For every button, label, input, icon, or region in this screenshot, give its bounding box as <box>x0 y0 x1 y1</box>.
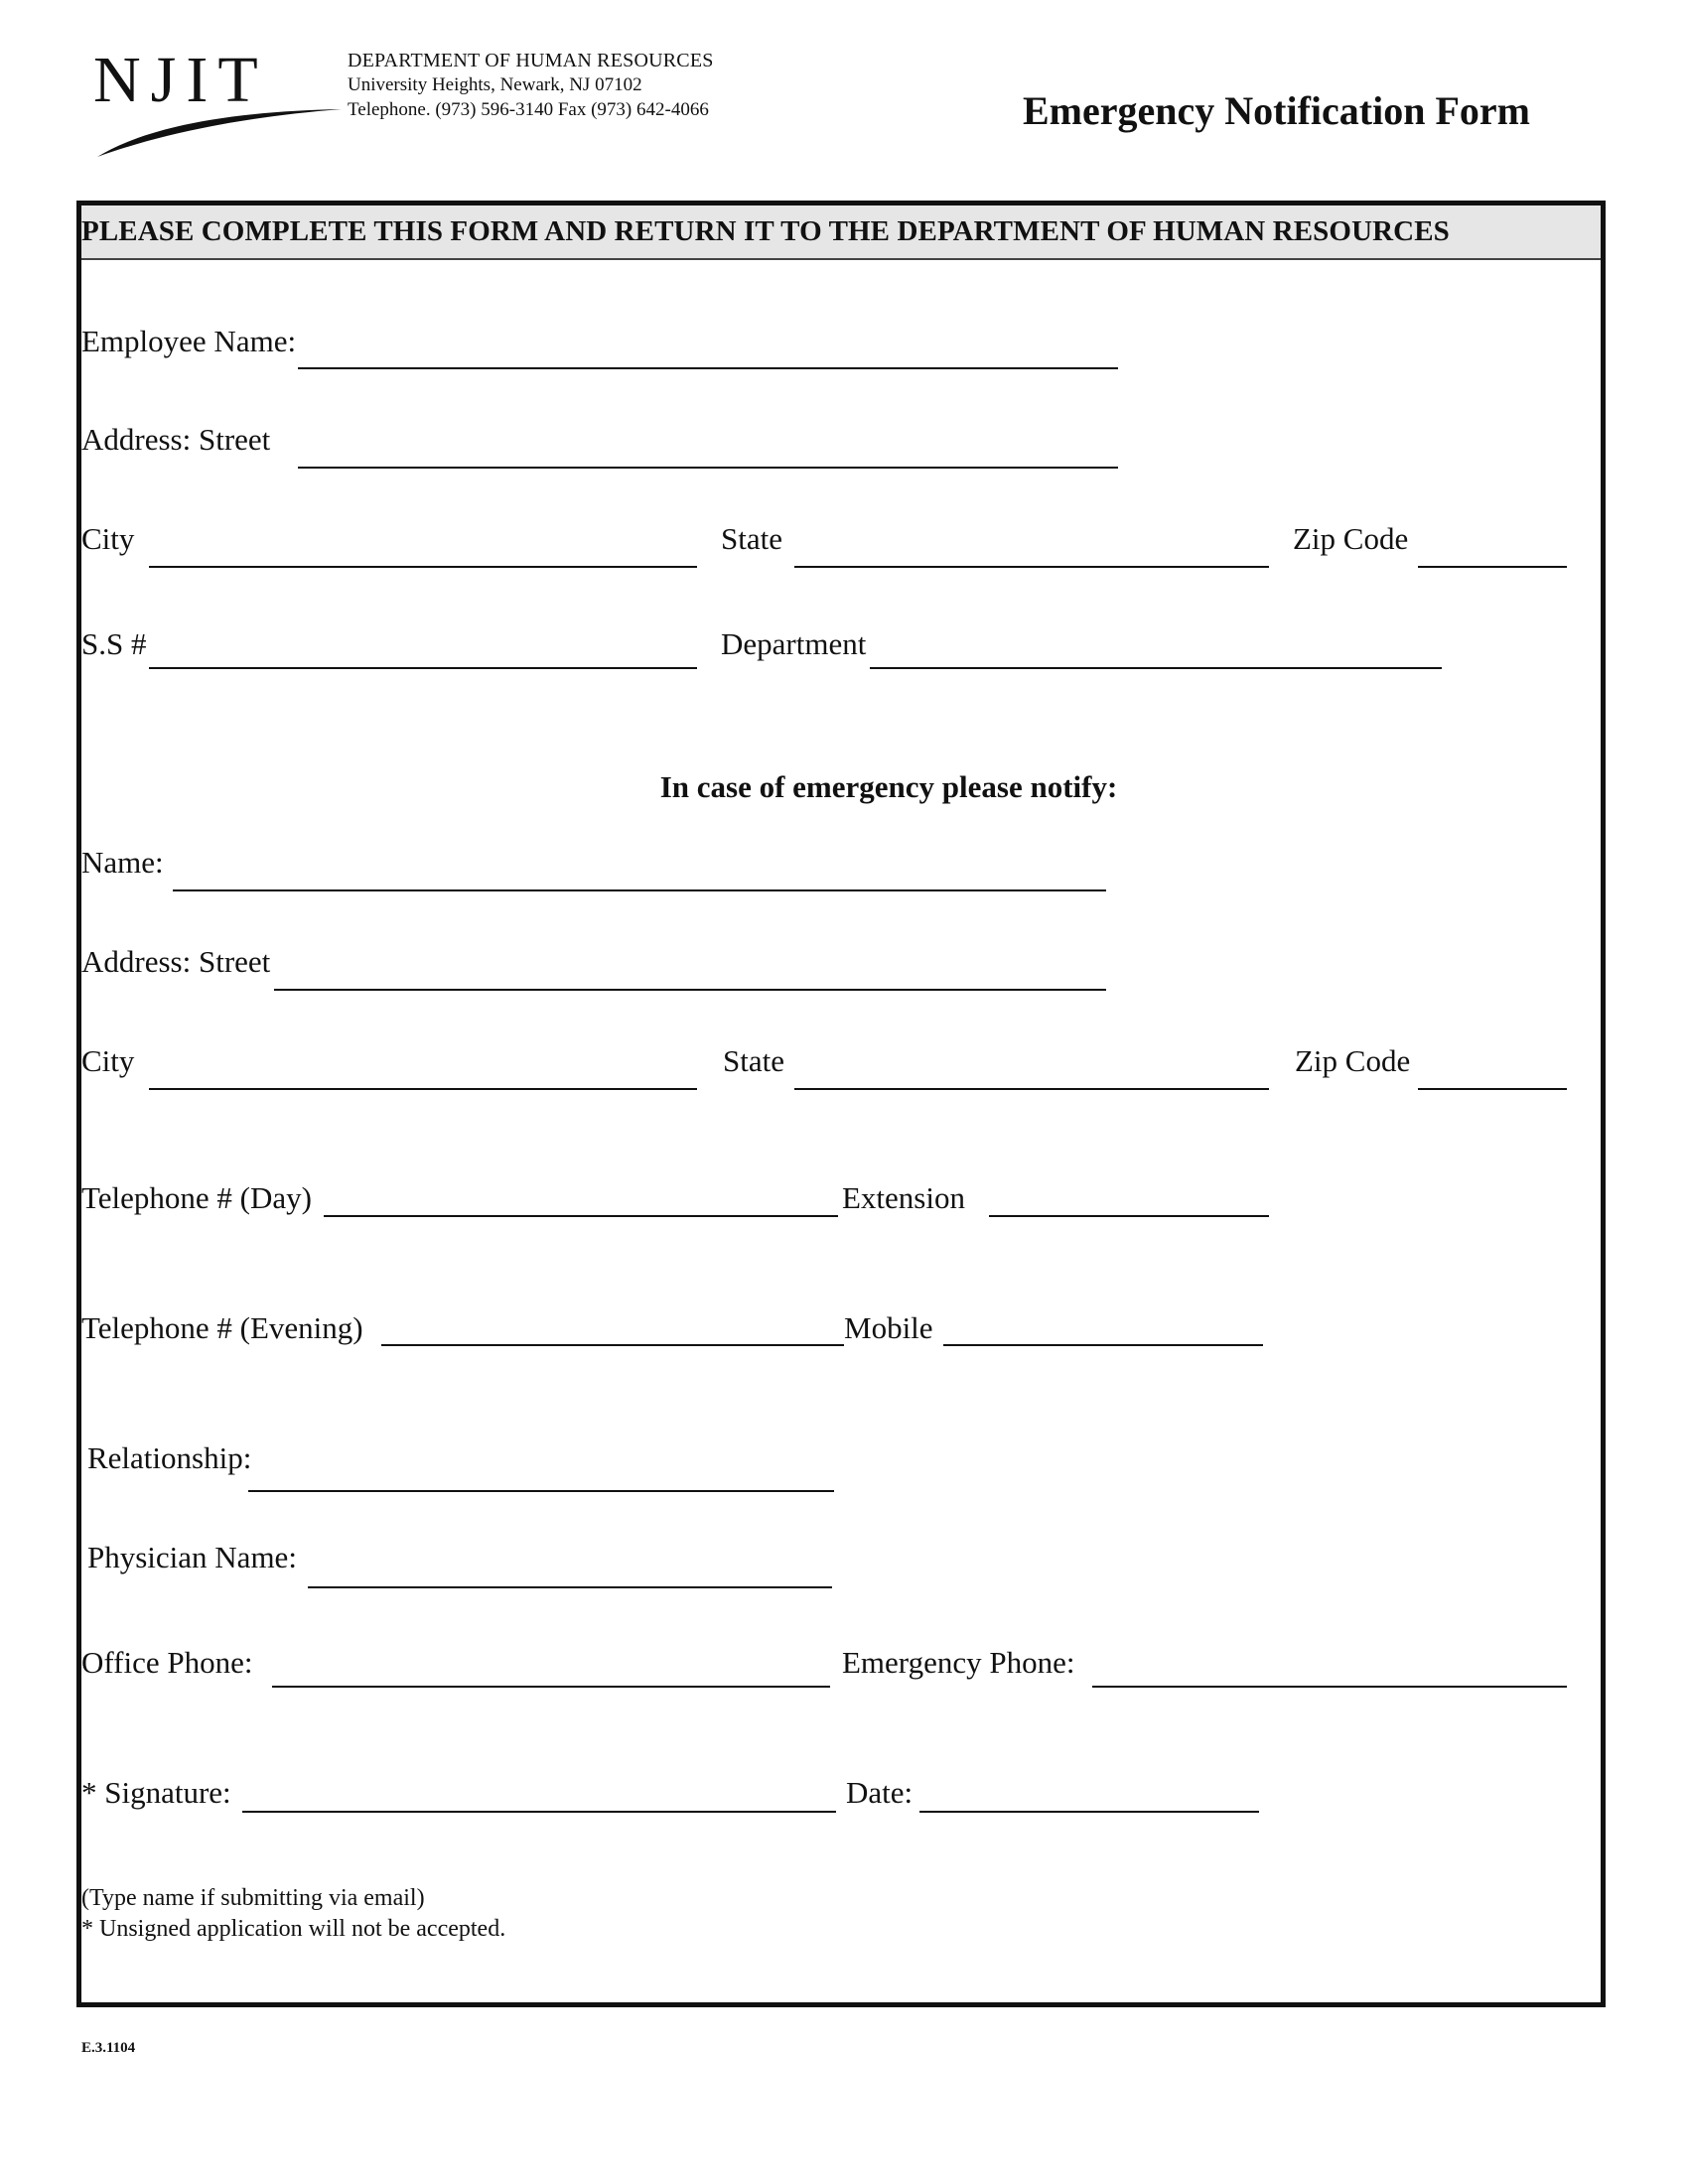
signature-label: * Signature: <box>81 1775 231 1810</box>
telephone-evening-label: Telephone # (Evening) <box>81 1310 363 1345</box>
emergency-heading: In case of emergency please notify: <box>659 769 1118 804</box>
contact-street-label: Address: Street <box>81 944 271 979</box>
type-name-note: (Type name if submitting via email) <box>81 1885 425 1911</box>
employee-zip-field[interactable] <box>1418 566 1567 568</box>
contact-name-field[interactable] <box>173 889 1106 891</box>
emergency-phone-label: Emergency Phone: <box>842 1645 1075 1680</box>
contact-city-label: City <box>81 1043 135 1078</box>
form-code: E.3.1104 <box>81 2040 136 2056</box>
relationship-label: Relationship: <box>87 1440 252 1475</box>
office-phone-field[interactable] <box>272 1686 830 1688</box>
relationship-field[interactable] <box>248 1490 834 1492</box>
njit-logo <box>91 40 345 164</box>
employee-city-field[interactable] <box>149 566 697 568</box>
date-field[interactable] <box>919 1811 1259 1813</box>
employee-state-label: State <box>721 521 782 556</box>
contact-zip-label: Zip Code <box>1295 1043 1411 1078</box>
telephone-day-label: Telephone # (Day) <box>81 1180 312 1215</box>
contact-street-field[interactable] <box>274 989 1106 991</box>
ss-number-field[interactable] <box>149 667 697 669</box>
department-field[interactable] <box>870 667 1442 669</box>
contact-zip-field[interactable] <box>1418 1088 1567 1090</box>
unsigned-note: * Unsigned application will not be accepted. <box>81 1916 506 1942</box>
form-frame <box>76 201 1606 2007</box>
physician-name-label: Physician Name: <box>87 1540 297 1574</box>
employee-street-label: Address: Street <box>81 422 271 457</box>
employee-name-field[interactable] <box>298 367 1118 369</box>
office-phone-label: Office Phone: <box>81 1645 253 1680</box>
telephone-day-field[interactable] <box>324 1215 838 1217</box>
department-address: University Heights, Newark, NJ 07102 <box>348 74 642 95</box>
svg-text:NJIT: NJIT <box>93 44 268 116</box>
instruction-banner-text: PLEASE COMPLETE THIS FORM AND RETURN IT TO THE DEPARTMENT OF HUMAN RESOURCES <box>81 215 1450 247</box>
extension-label: Extension <box>842 1180 965 1215</box>
form-title: Emergency Notification Form <box>1023 88 1530 133</box>
mobile-field[interactable] <box>943 1344 1263 1346</box>
department-label: Department <box>721 626 867 661</box>
department-name: DEPARTMENT OF HUMAN RESOURCES <box>348 50 714 71</box>
date-label: Date: <box>846 1775 914 1810</box>
contact-name-label: Name: <box>81 845 164 880</box>
contact-state-label: State <box>723 1043 784 1078</box>
mobile-label: Mobile <box>844 1310 933 1345</box>
extension-field[interactable] <box>989 1215 1269 1217</box>
employee-street-field[interactable] <box>298 467 1118 469</box>
emergency-phone-field[interactable] <box>1092 1686 1567 1688</box>
signature-field[interactable] <box>242 1811 836 1813</box>
employee-name-label: Employee Name: <box>81 324 297 358</box>
telephone-evening-field[interactable] <box>381 1344 844 1346</box>
physician-name-field[interactable] <box>308 1586 832 1588</box>
contact-state-field[interactable] <box>794 1088 1269 1090</box>
employee-zip-label: Zip Code <box>1293 521 1409 556</box>
employee-city-label: City <box>81 521 135 556</box>
ss-number-label: S.S # <box>81 626 147 661</box>
contact-city-field[interactable] <box>149 1088 697 1090</box>
department-phone-fax: Telephone. (973) 596-3140 Fax (973) 642-4066 <box>348 99 709 120</box>
employee-state-field[interactable] <box>794 566 1269 568</box>
